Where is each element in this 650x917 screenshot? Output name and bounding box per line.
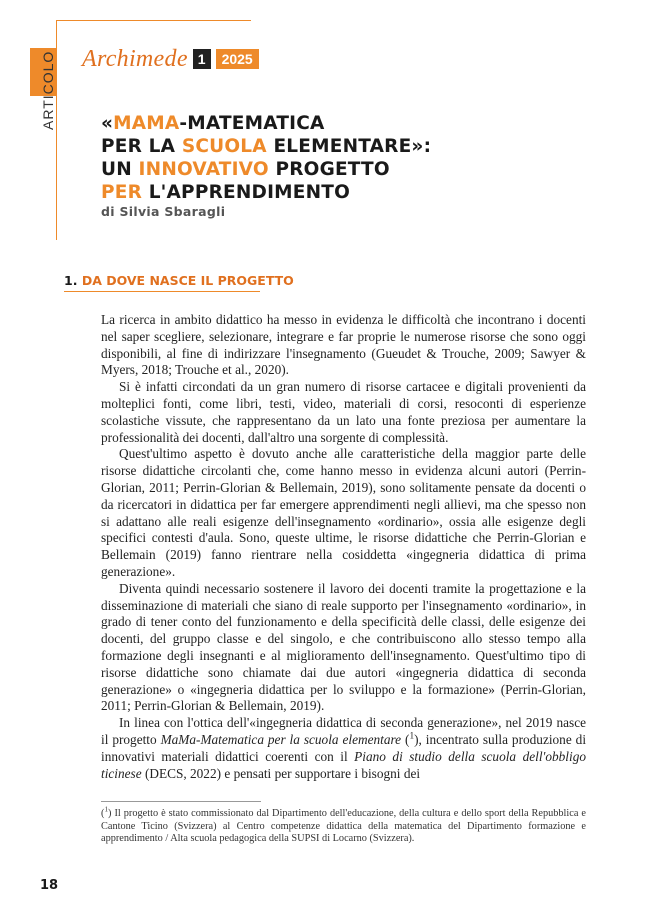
paragraph: La ricerca in ambito didattico ha messo in evidenza le difficoltà che incontrano i docenti nel saper scegliere, selezionare, integrare e far proprie le numerose risorse che sono oggi disponibili, al fine di indirizzare l'insegnamento (Gueudet & Trouche, 2009; Sawyer & Myers, 2018; Trouche et al., 2020). [101,312,586,378]
title-line [101,136,431,157]
footnote-marker: 1 [104,805,109,814]
section-rule [64,291,260,292]
issue-year: 2025 [216,49,259,69]
title-part-highlight: MAMA [113,113,180,134]
paragraph: Quest'ultimo aspetto è dovuto anche alle caratteristiche della maggior parte delle risorse didattiche circolanti che, come hanno messo in evidenza alcuni autori (Perrin-Glorian, 2011; Perrin-Glorian & Bellemain, 2019), sono solitamente pensate da docenti o da ricercatori in didattica per far emergere apprendimenti negli allievi, ma che spesso non si adattano alle reali esigenze dell'insegnamento «ordinario», ossia alle esigenze degli specifici contesti d'aula. Sono, queste ultime, le risorse didattiche che Perrin-Glorian e Bellemain (2019) fanno rientrare nella cosiddetta «ingegneria didattica di prima generazione». [101,446,586,579]
title-line [101,113,325,134]
title-part-highlight: INNOVATIVO [138,159,269,180]
paragraph: Si è infatti circondati da un gran numero di risorse cartacee e digitali provenienti da molteplici fonti, come libri, testi, video, materiali di corsi, resoconti di esperienze scolastiche vissute, che rappresentano da un lato una fonte preziosa per aumentare la professionalità dei docenti, dall'altro una sorgente di complessità. [101,379,586,445]
issue-number: 1 [193,49,211,69]
header-rule [56,20,251,21]
text-run: In linea con l'ottica dell'«ingegneria didattica di seconda generazione», nel 2019 nasce il progetto [101,715,586,747]
side-divider [56,20,57,240]
title-line [101,182,350,203]
page-number: 18 [40,878,59,893]
title-part: PROGETTO [268,159,390,180]
title-part: ELEMENTARE»: [266,136,432,157]
section-heading [64,273,294,288]
title-part-highlight: PER [101,182,143,203]
title-line [101,159,390,180]
title-part: -MATEMATICA [179,113,325,134]
project-name: MaMa-Matematica per la scuola elementare [160,731,402,747]
text-run: ), incentrato sulla produzione di innovativi materiali didattici coerenti con il [101,731,587,764]
title-part: L'APPRENDIMENTO [142,182,351,203]
title-part: UN [101,159,139,180]
section-title: DA DOVE NASCE IL PROGETTO [81,273,294,288]
article-title [101,112,581,204]
section-number: 1. [64,273,78,288]
paragraph: Diventa quindi necessario sostenere il lavoro dei docenti tramite la progettazione e la disseminazione di materiali che siano di reale supporto per l'insegnamento «ordinario», in grado di tener conto del funzionamento e della specificità delle classi, delle esigenze dei docenti, del gruppo classe e del singolo, e che contribuiscono allo stesso tempo alla formazione degli insegnanti e al miglioramento dell'insegnamento. Quest'ultimo tipo di risorse didattiche sono chiamate dai due autori «ingegneria didattica di seconda generazione» o «ingegneria didattica per lo sviluppo e la formazione» (Perrin-Glorian, 2011; Perrin-Glorian & Bellemain, 2019). [101,580,586,714]
article-author: di Silvia Sbaragli [101,204,226,219]
title-part-highlight: SCUOLA [181,136,267,157]
section-type-label: ARTICOLO [40,50,56,130]
text-run: (DECS, 2022) e pensati per supportare i bisogni dei [141,765,421,781]
journal-name: Archimede [82,45,188,72]
title-part: PER LA [101,136,182,157]
footnote-rule [101,801,261,802]
footnote-reference: 1 [409,731,415,742]
title-part: « [101,113,114,134]
text-run: ( [401,731,410,747]
article-body [101,312,586,782]
curriculum-name: Piano di studio della scuola dell'obbligo ticinese [101,748,586,781]
footnote: ($^1$) Il progetto è stato commissionato dal Dipartimento dell'educazione, della cultura e dello sport della Repubblica e Cantone Ticino (Svizzera) al Centro competenze didattica della matematica del Dipartimento formazione e apprendimento / Alta scuola pedagogica della SUPSI di Locarno (Svizzera). [101,805,586,844]
paragraph-last [101,715,586,782]
journal-header [82,44,259,74]
footnote-text: Il progetto è stato commissionato dal Dipartimento dell'educazione, della cultura e dello sport della Repubblica e Cantone Ticino (Svizzera) al Centro competenze didattica della matematica del Dipartimento formazione e apprendimento / Alta scuola pedagogica della SUPSI di Locarno (Svizzera). [101,808,586,844]
